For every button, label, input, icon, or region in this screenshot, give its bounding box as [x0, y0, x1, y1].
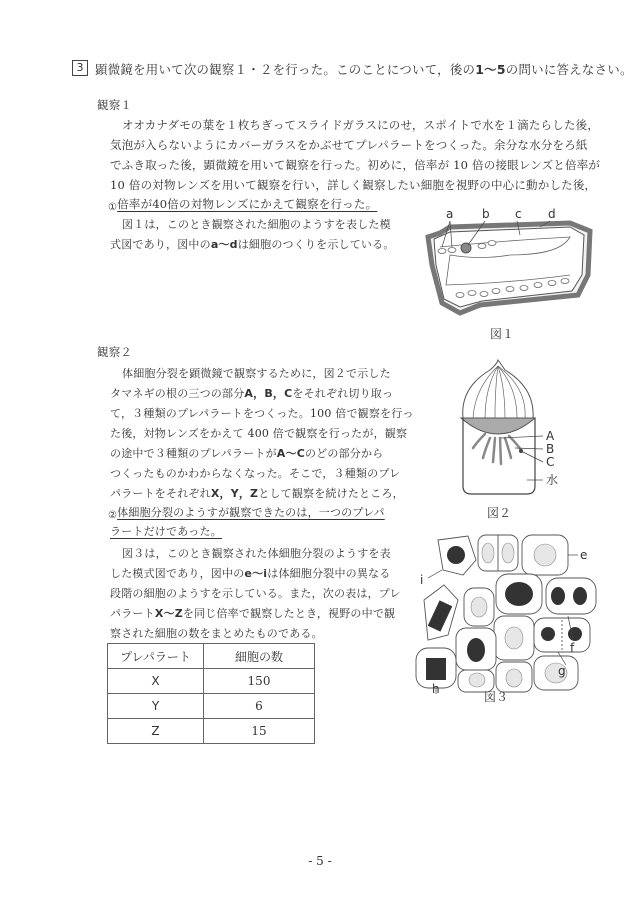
fig3-description: [110, 565, 390, 581]
cell-count: 150: [204, 669, 315, 694]
table-row: [108, 669, 315, 694]
fig1-label-b: b: [482, 207, 490, 221]
range: A～C: [276, 447, 305, 460]
text: タマネギの根の三つの部分: [110, 387, 245, 400]
cell-count: 6: [204, 694, 315, 719]
slides: X，Y，Z: [210, 487, 259, 500]
obs1-line: 気泡が入らないようにカバーガラスをかぶせてプレパラートをつくった。余分な水分をろ紙: [110, 138, 588, 152]
obs2-heading: 観察２: [97, 345, 133, 359]
marker-2: ②: [108, 510, 118, 521]
fig1-label-d: d: [548, 207, 556, 221]
fig2-label-C: C: [546, 455, 555, 469]
obs1-heading: 観察１: [97, 98, 133, 112]
text: は細胞のつくりを示している。: [237, 238, 395, 251]
fig2-label-B: B: [546, 442, 555, 456]
fig1-description: 図１は，このとき観察された細胞のようすを表した模: [122, 218, 391, 231]
obs2-line: [110, 445, 383, 461]
text: として観察を続けたところ，: [258, 487, 404, 500]
text: のどの部分から: [304, 447, 384, 460]
intro-end: の問いに答えなさい。: [505, 62, 633, 77]
obs2-line: つくったものかわからなくなった。そこで，３種類のプレ: [110, 467, 401, 480]
obs1-line: でふき取った後，顕微鏡を用いて観察を行った。初めに，倍率が 10 倍の接眼レンズと倍率が: [110, 158, 601, 172]
cell-count: 15: [204, 719, 315, 744]
fig1-caption: 図１: [490, 327, 515, 341]
underlined-text-2: 体細胞分裂のようすが観察できたのは，一つのプレパ: [117, 506, 385, 519]
fig3-description: 図３は，このとき観察された体細胞分裂のようすを表: [122, 547, 391, 560]
obs2-line: [110, 385, 393, 401]
text: パラート: [110, 607, 155, 620]
parts: A，B，C: [244, 387, 293, 400]
underlined-text-1: 倍率が40倍の対物レンズにかえて観察を行った。: [117, 197, 378, 211]
fig2-label-water: 水: [546, 473, 559, 487]
figure-2-onion-diagram: [455, 358, 575, 498]
fig3-caption: 図３: [484, 690, 509, 704]
slide-name: Y: [108, 694, 204, 719]
fig1-label-a: a: [446, 207, 454, 221]
figure-1-cell-diagram: [420, 205, 600, 325]
table-row: [108, 694, 315, 719]
underlined-statement-2-cont: [110, 523, 222, 539]
text: をそれぞれ切り取っ: [292, 387, 394, 400]
range: a～d: [210, 238, 238, 251]
obs2-line: [110, 485, 404, 501]
fig3-description: 段階の細胞のようすを示している。また，次の表は，プレ: [110, 587, 401, 600]
obs1-line: オオカナダモの葉を１枚ちぎってスライドガラスにのせ，スポイトで水を１滴たらした後，: [122, 118, 600, 132]
text: パラートをそれぞれ: [110, 487, 211, 500]
fig3-description: 察された細胞の数をまとめたものである。: [110, 627, 323, 640]
marker-1: ①: [108, 202, 118, 213]
underlined-statement-2: [108, 504, 385, 521]
fig3-label-f: f: [570, 641, 575, 655]
page-number: - 5 -: [308, 854, 332, 868]
obs2-line: て，３種類のプレパラートをつくった。100 倍で観察を行っ: [110, 407, 414, 420]
underlined-text-2b: ラートだけであった。: [110, 525, 222, 538]
text: を同じ倍率で観察したとき，視野の中で観: [182, 607, 396, 620]
text: した模式図であり，図中の: [110, 567, 245, 580]
fig3-label-h: h: [432, 682, 440, 695]
header-cell-count: 細胞の数: [204, 644, 315, 669]
fig3-label-e: e: [580, 548, 588, 562]
slide-name: Z: [108, 719, 204, 744]
range: X～Z: [154, 607, 183, 620]
question-intro: [95, 60, 633, 78]
obs1-line: 10 倍の対物レンズを用いて観察を行い，詳しく観察したい細胞を視野の中心に動かした後，: [110, 178, 597, 192]
intro-text: 顕微鏡を用いて次の観察１・２を行った。このことについて，後の: [95, 62, 476, 77]
figure-3-cell-division-diagram: [408, 530, 598, 695]
fig3-description: [110, 605, 395, 621]
fig3-label-g: g: [558, 664, 566, 678]
text: の途中で３種類のプレパラートが: [110, 447, 277, 460]
question-number: 3: [72, 60, 88, 76]
cell-count-table: [107, 643, 315, 744]
underlined-statement-1: [108, 196, 377, 213]
table-header-row: [108, 644, 315, 669]
obs2-line: 体細胞分裂を顕微鏡で観察するために，図２で示した: [122, 367, 391, 380]
table-row: [108, 719, 315, 744]
text: 式図であり，図中の: [110, 238, 211, 251]
header-slide: プレパラート: [108, 644, 204, 669]
obs2-line: た後，対物レンズをかえて 400 倍で観察を行ったが，観察: [110, 427, 408, 440]
fig2-label-A: A: [546, 429, 555, 443]
fig1-label-c: c: [515, 207, 522, 221]
slide-name: X: [108, 669, 204, 694]
fig1-description: [110, 236, 395, 252]
intro-range: 1～5: [475, 62, 506, 77]
range: e～i: [244, 567, 268, 580]
text: は体細胞分裂中の異なる: [267, 567, 391, 580]
fig3-label-i: i: [420, 573, 424, 587]
fig2-caption: 図２: [487, 506, 512, 520]
